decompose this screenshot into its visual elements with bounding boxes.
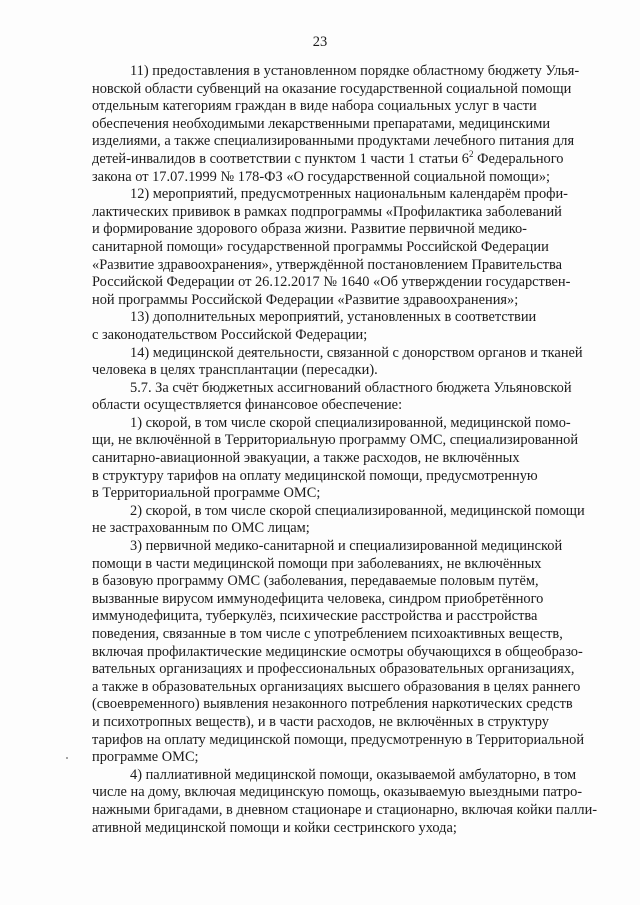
text-line [92,644,612,662]
text-line [92,345,612,363]
text-line-content: «Развитие здравоохранения», утверждённой постановлением Правительства [92,256,563,273]
text-line-content: 5.7. За счёт бюджетных ассигнований областного бюджета Ульяновской [130,379,572,396]
text-line [92,450,612,468]
text-line-content: в базовую программу ОМС (заболевания, передаваемые половым путём, [92,573,539,590]
text-line-content: ной программы Российской Федерации «Развитие здравоохранения»; [92,291,519,308]
text-line-content: и формирование здорового образа жизни. Развитие первичной медико- [92,221,527,238]
text-line-content: (своевременного) выявления незаконного потребления наркотических средств [92,696,573,713]
text-line [92,626,612,644]
text-line [92,116,612,134]
text-line-content: изделиями, а также специализированными продуктами лечебного питания для [92,133,575,150]
text-line [92,608,612,626]
text-line-content: а также в образовательных организациях высшего образования в целях раннего [92,678,581,695]
text-line [92,538,612,556]
text-line-content: числе на дому, включая медицинскую помощь, оказываемую выездными патро- [92,784,583,801]
text-line [92,679,612,697]
text-line-content: санитарно-авиационной эвакуации, а также расходов, не включённых [92,450,520,467]
text-line-content: 4) паллиативной медицинской помощи, оказываемой амбулаторно, в том [130,766,577,783]
text-line-content: тарифов на оплату медицинской помощи, предусмотренную в Территориальной [92,731,585,748]
text-line [92,380,612,398]
text-line [92,98,612,116]
text-line [92,432,612,450]
text-line [92,468,612,486]
text-line-content: нажными бригадами, в дневном стационаре и стационарно, включая койки палли- [92,801,598,818]
text-line [92,503,612,521]
text-line [92,520,612,538]
text-line-content: Российской Федерации от 26.12.2017 № 1640 «Об утверждении государствен- [92,274,571,291]
text-line-content: ативной медицинской помощи и койки сестринского ухода; [92,819,457,836]
text-line [92,81,612,99]
text-line [92,767,612,785]
text-line-content: поведения, связанные в том числе с употреблением психоактивных веществ, [92,626,563,642]
text-line [92,485,612,503]
text-line-content: и психотропных веществ), и в части расходов, не включённых в структуру [92,713,549,730]
text-line [92,591,612,609]
text-line [92,169,612,187]
text-line-content: с законодательством Российской Федерации; [92,326,368,343]
text-line-content: 13) дополнительных мероприятий, установленных в соответствии [130,309,537,326]
text-line [92,415,612,433]
text-line [92,63,612,81]
text-line-content: иммунодефицита, туберкулёз, психические расстройства и расстройства [92,608,538,625]
text-line [92,397,612,415]
text-line-content: в структуру тарифов на оплату медицинской помощи, предусмотренную [92,467,538,484]
text-line-content: отдельным категориям граждан в виде набора социальных услуг в части [92,98,537,115]
text-line-content: в Территориальной программе ОМС; [92,485,321,502]
text-line [92,802,612,820]
text-line [92,661,612,679]
text-line [92,749,612,767]
text-line-content: закона от 17.07.1999 № 178-ФЗ «О государственной социальной помощи»; [92,168,551,185]
text-line-content: обеспечения необходимыми лекарственными препаратами, медицинскими [92,115,551,132]
text-line-content: вызванные вирусом иммунодефицита человека, синдром приобретённого [92,590,544,607]
text-line [92,309,612,327]
superscript: 2 [469,148,474,159]
text-line [92,714,612,732]
text-line-content: новской области субвенций на оказание государственной социальной помощи [92,80,572,97]
text-line-content: 2) скорой, в том числе скорой специализированной, медицинской помощи [130,502,585,519]
text-line [92,556,612,574]
text-line [92,696,612,714]
text-line [92,362,612,380]
text-line [92,221,612,239]
text-line [92,732,612,750]
text-line-content: программе ОМС; [92,749,199,766]
text-line-content: 12) мероприятий, предусмотренных национальным календарём профи- [130,186,568,203]
text-line [92,573,612,591]
text-line-content: 14) медицинской деятельности, связанной с донорством органов и тканей [130,344,583,361]
text-line-content: санитарной помощи» государственной программы Российской Федерации [92,238,549,255]
text-line-content: человека в целях трансплантации (пересадки). [92,362,378,379]
text-line-content: 11) предоставления в установленном порядке областному бюджету Улья- [130,63,580,79]
text-line-content: 3) первичной медико-санитарной и специализированной медицинской [130,538,563,555]
text-line-content: 1) скорой, в том числе скорой специализированной, медицинской помо- [130,414,571,431]
text-line [92,239,612,257]
page-number: 23 [312,34,328,50]
text-line [92,186,612,204]
text-line [92,148,612,169]
text-line-content: щи, не включённой в Территориальную программу ОМС, специализированной [92,432,579,449]
text-line [92,257,612,275]
text-line-continuation: Федерального [473,150,564,167]
text-line [92,133,612,151]
text-line-content: области осуществляется финансовое обеспечение: [92,397,403,414]
text-line-content: не застрахованным по ОМС лицам; [92,520,310,537]
text-line-content: помощи в части медицинской помощи при заболеваниях, не включённых [92,555,542,572]
text-line [92,820,612,838]
text-line-content: детей-инвалидов в соответствии с пунктом 1 части 1 статьи 6 [92,150,470,167]
document-body [92,63,612,837]
text-line [92,204,612,222]
scan-speck [66,757,68,759]
text-line [92,292,612,310]
text-line-content: вательных организациях и профессиональных образовательных организациях, [92,661,575,678]
text-line-content: включая профилактические медицинские осмотры обучающихся в общеобразо- [92,643,583,660]
text-line-content: лактических прививок в рамках подпрограммы «Профилактика заболеваний [92,203,562,220]
text-line [92,784,612,802]
text-line [92,274,612,292]
text-line [92,327,612,345]
